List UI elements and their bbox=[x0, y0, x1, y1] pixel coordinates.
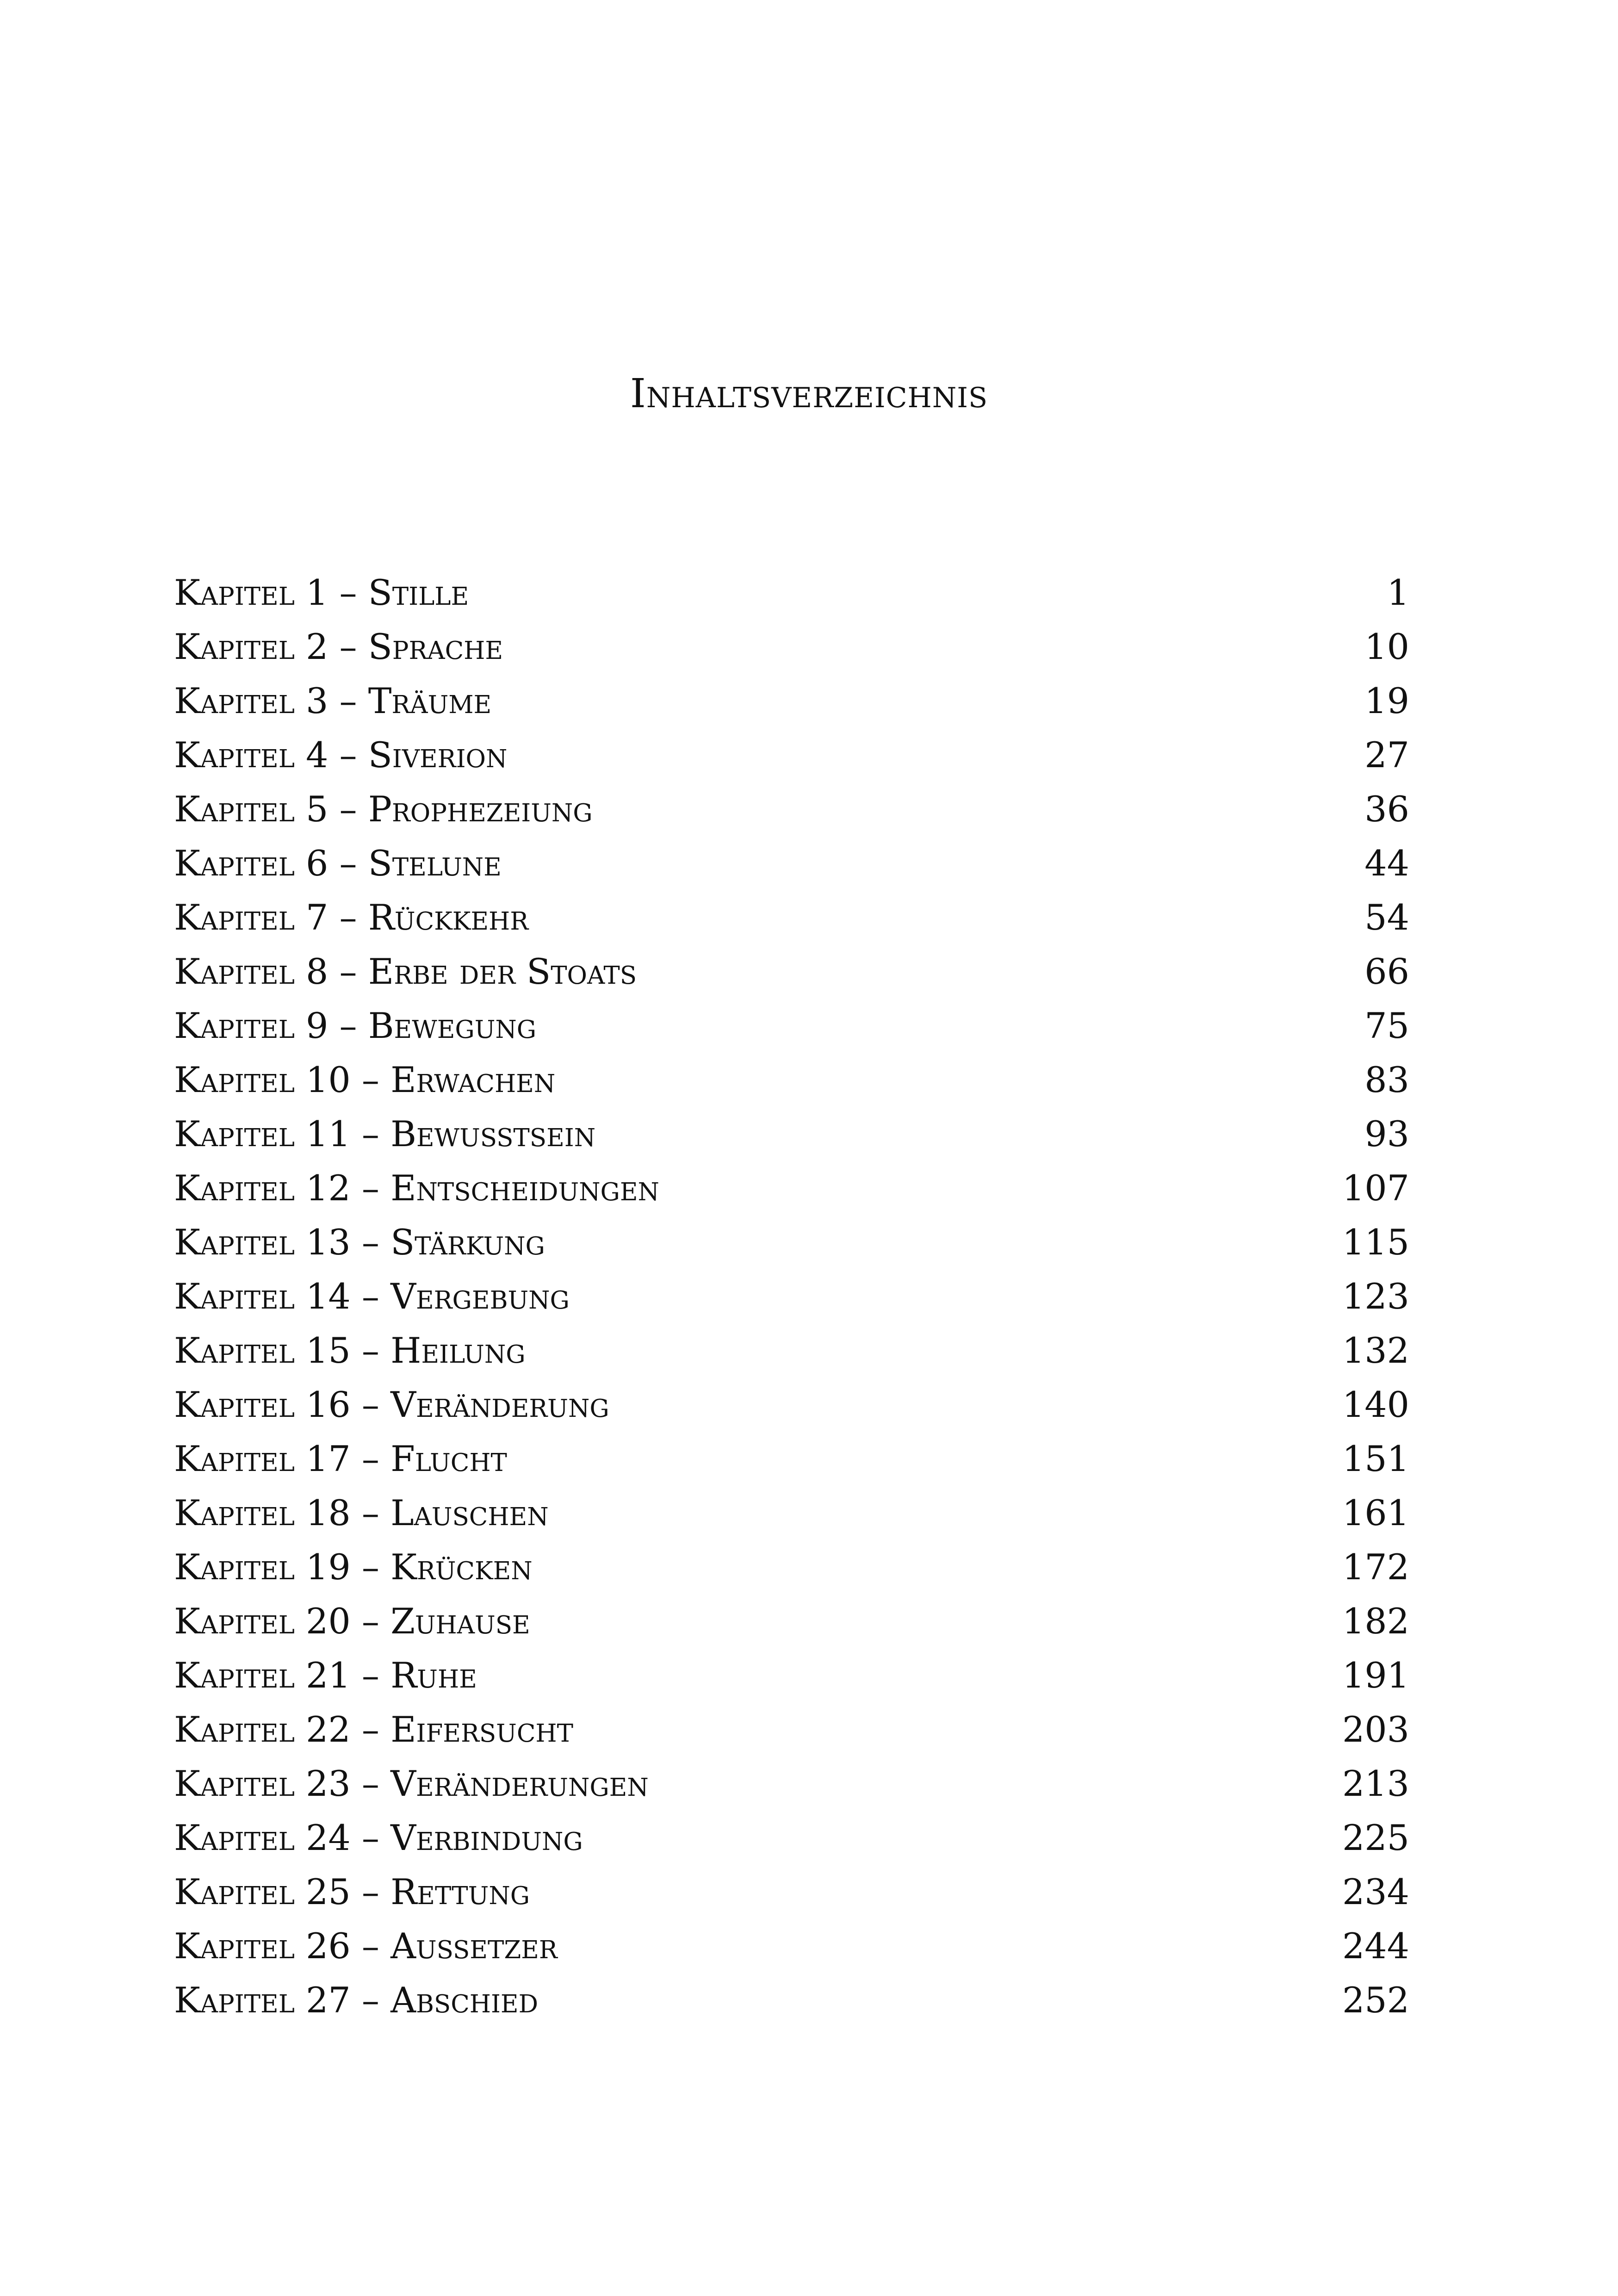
toc-entry-label: Kapitel 10 – Erwachen bbox=[174, 1059, 556, 1100]
toc-title: Inhaltsverzeichnis bbox=[630, 371, 988, 417]
toc-entry-page-number: 44 bbox=[1364, 842, 1409, 884]
toc-entry-label: Kapitel 16 – Veränderung bbox=[174, 1384, 609, 1425]
toc-entry-label: Kapitel 17 – Flucht bbox=[174, 1438, 507, 1479]
toc-entry-page-number: 107 bbox=[1342, 1167, 1409, 1209]
toc-entry-label: Kapitel 15 – Heilung bbox=[174, 1329, 526, 1371]
toc-entry-label: Kapitel 18 – Lauschen bbox=[174, 1492, 549, 1533]
toc-entry-page-number: 213 bbox=[1342, 1762, 1409, 1804]
toc-entry bbox=[174, 728, 1409, 782]
toc-entry-label: Kapitel 26 – Aussetzer bbox=[174, 1925, 558, 1967]
toc-entry-label: Kapitel 20 – Zuhause bbox=[174, 1600, 530, 1642]
toc-entry bbox=[174, 565, 1409, 620]
toc-entry bbox=[174, 1323, 1409, 1378]
toc-entry-label: Kapitel 21 – Ruhe bbox=[174, 1654, 477, 1696]
toc-entry-page-number: 93 bbox=[1364, 1113, 1409, 1154]
toc-entry bbox=[174, 1486, 1409, 1540]
toc-entry-label: Kapitel 5 – Prophezeiung bbox=[174, 788, 593, 830]
toc-entry-page-number: 1 bbox=[1387, 571, 1409, 613]
toc-entry-page-number: 172 bbox=[1342, 1546, 1409, 1588]
toc-entry-label: Kapitel 12 – Entscheidungen bbox=[174, 1167, 659, 1209]
toc-entry bbox=[174, 1702, 1409, 1756]
toc-entry bbox=[174, 1378, 1409, 1432]
toc-entry bbox=[174, 1053, 1409, 1107]
toc-entry-page-number: 161 bbox=[1342, 1492, 1409, 1533]
toc-entry bbox=[174, 1648, 1409, 1702]
toc-entry-page-number: 151 bbox=[1342, 1438, 1409, 1479]
toc-entry bbox=[174, 1540, 1409, 1594]
toc-entry-page-number: 244 bbox=[1342, 1925, 1409, 1967]
toc-entry bbox=[174, 890, 1409, 944]
toc-entry-label: Kapitel 4 – Siverion bbox=[174, 734, 508, 776]
toc-entry bbox=[174, 1269, 1409, 1323]
toc-entry-label: Kapitel 19 – Krücken bbox=[174, 1546, 533, 1588]
toc-entry-page-number: 115 bbox=[1342, 1221, 1409, 1263]
toc-entry-label: Kapitel 6 – Stelune bbox=[174, 842, 502, 884]
toc-entry-label: Kapitel 7 – Rückkehr bbox=[174, 896, 529, 938]
toc-entry-page-number: 27 bbox=[1364, 734, 1409, 776]
toc-entry-page-number: 36 bbox=[1364, 788, 1409, 830]
toc-entry-page-number: 225 bbox=[1342, 1817, 1409, 1858]
toc-entry bbox=[174, 782, 1409, 836]
toc-entry-page-number: 123 bbox=[1342, 1275, 1409, 1317]
toc-entry bbox=[174, 1973, 1409, 2027]
toc-entry-label: Kapitel 11 – Bewusstsein bbox=[174, 1113, 596, 1154]
toc-entry-label: Kapitel 3 – Träume bbox=[174, 680, 492, 721]
toc-entry-label: Kapitel 14 – Vergebung bbox=[174, 1275, 570, 1317]
toc-entry bbox=[174, 1811, 1409, 1865]
toc-entry-label: Kapitel 9 – Bewegung bbox=[174, 1005, 537, 1046]
toc-entry-page-number: 252 bbox=[1342, 1979, 1409, 2021]
toc-list bbox=[174, 565, 1409, 2027]
toc-entry bbox=[174, 1432, 1409, 1486]
toc-entry bbox=[174, 836, 1409, 890]
toc-entry-page-number: 182 bbox=[1342, 1600, 1409, 1642]
toc-entry-label: Kapitel 24 – Verbindung bbox=[174, 1817, 583, 1858]
toc-entry bbox=[174, 1865, 1409, 1919]
toc-entry-page-number: 140 bbox=[1342, 1384, 1409, 1425]
toc-entry bbox=[174, 1215, 1409, 1269]
toc-entry-page-number: 191 bbox=[1342, 1654, 1409, 1696]
toc-entry-page-number: 19 bbox=[1364, 680, 1409, 721]
toc-entry bbox=[174, 1594, 1409, 1648]
toc-entry-page-number: 10 bbox=[1364, 626, 1409, 667]
toc-entry-page-number: 54 bbox=[1364, 896, 1409, 938]
toc-entry bbox=[174, 944, 1409, 999]
toc-entry-label: Kapitel 13 – Stärkung bbox=[174, 1221, 545, 1263]
toc-entry-label: Kapitel 22 – Eifersucht bbox=[174, 1708, 573, 1750]
toc-entry bbox=[174, 1756, 1409, 1811]
toc-entry-label: Kapitel 23 – Veränderungen bbox=[174, 1762, 649, 1804]
toc-entry bbox=[174, 999, 1409, 1053]
toc-entry bbox=[174, 620, 1409, 674]
toc-entry-page-number: 83 bbox=[1364, 1059, 1409, 1100]
toc-entry-label: Kapitel 25 – Rettung bbox=[174, 1871, 530, 1912]
toc-entry-label: Kapitel 1 – Stille bbox=[174, 571, 469, 613]
toc-entry bbox=[174, 1161, 1409, 1215]
toc-entry-page-number: 203 bbox=[1342, 1708, 1409, 1750]
toc-entry bbox=[174, 674, 1409, 728]
toc-entry-label: Kapitel 27 – Abschied bbox=[174, 1979, 539, 2021]
toc-entry-label: Kapitel 2 – Sprache bbox=[174, 626, 503, 667]
toc-entry bbox=[174, 1919, 1409, 1973]
toc-entry-page-number: 66 bbox=[1364, 950, 1409, 992]
toc-entry-label: Kapitel 8 – Erbe der Stoats bbox=[174, 950, 637, 992]
toc-entry-page-number: 132 bbox=[1342, 1329, 1409, 1371]
toc-entry-page-number: 75 bbox=[1364, 1005, 1409, 1046]
toc-entry bbox=[174, 1107, 1409, 1161]
toc-entry-page-number: 234 bbox=[1342, 1871, 1409, 1912]
